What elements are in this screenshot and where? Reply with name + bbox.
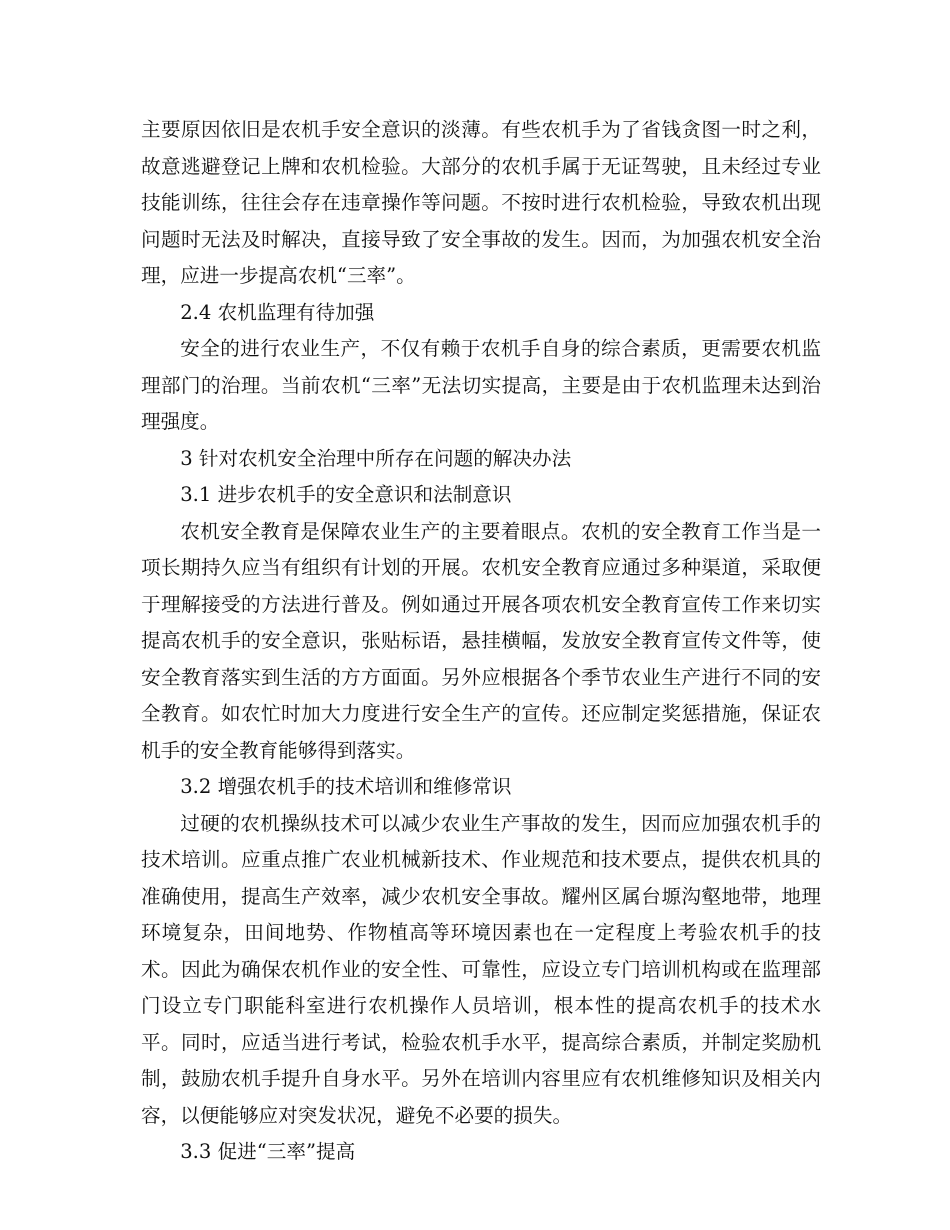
- section-heading: 2.4 农机监理有待加强: [180, 300, 375, 324]
- paragraph-text: 过硬的农机操纵技术可以减少农业生产事故的发生，因而应加强农机手的技术培训。应重点推广农业机械新技术、作业规范和技术要点，提供农机具的准确使用，提高生产效率，减少农机安全事故。耀州区属台塬沟壑地带，地理环境复杂，田间地势、作物植高等环境因素也在一定程度上考验农机手的技术。因此为确保农机作业的安全性、可靠性，应设立专门培训机构或在监理部门设立专门职能科室进行农机操作人员培训，根本性的提高农机手的技术水平。同时，应适当进行考试，检验农机手水平，提高综合素质，并制定奖励机制，鼓励农机手提升自身水平。另外在培训内容里应有农机维修知识及相关内容，以便能够应对突发状况，避免不必要的损失。: [141, 811, 821, 1127]
- paragraph-text: 农机安全教育是保障农业生产的主要着眼点。农机的安全教育工作当是一项长期持久应当有组织有计划的开展。农机安全教育应通过多种渠道，采取便于理解接受的方法进行普及。例如通过开展各项农机安全教育宣传工作来切实提高农机手的安全意识，张贴标语，悬挂横幅，发放安全教育宣传文件等，使安全教育落实到生活的方方面面。另外应根据各个季节农业生产进行不同的安全教育。如农忙时加大力度进行安全生产的宣传。还应制定奖惩措施，保证农机手的安全教育能够得到落实。: [141, 519, 821, 762]
- document-body: [141, 112, 821, 1171]
- section-heading: 3.3 促进“三率”提高: [180, 1140, 356, 1163]
- section-heading: 3 针对农机安全治理中所存在问题的解决办法: [180, 446, 572, 470]
- paragraph-text: 安全的进行农业生产，不仅有赖于农机手自身的综合素质，更需要农机监理部门的治理。当前农机“三率”无法切实提高，主要是由于农机监理未达到治理强度。: [141, 337, 821, 433]
- paragraph-text: 主要原因依旧是农机手安全意识的淡薄。有些农机手为了省钱贪图一时之利，故意逃避登记上牌和农机检验。大部分的农机手属于无证驾驶，且未经过专业技能训练，往往会存在违章操作等问题。不按时进行农机检验，导致农机出现问题时无法及时解决，直接导致了安全事故的发生。因而，为加强农机安全治理，应进一步提高农机“三率”。: [141, 118, 821, 287]
- section-heading: 3.1 进步农机手的安全意识和法制意识: [180, 483, 512, 506]
- section-heading: 3.2 增强农机手的技术培训和维修常识: [180, 775, 512, 798]
